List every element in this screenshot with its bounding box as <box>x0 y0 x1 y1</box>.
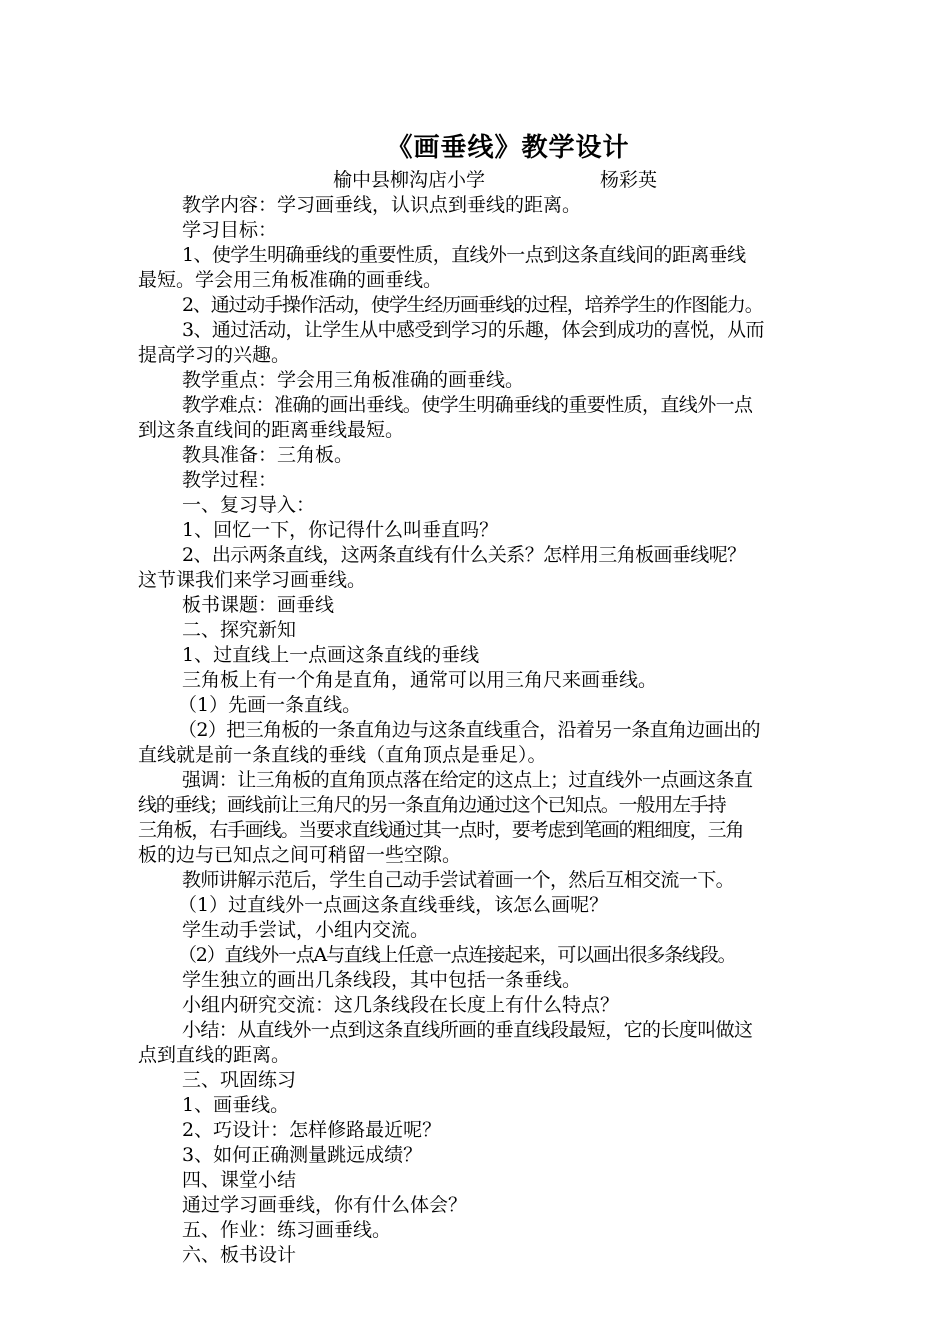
objective-3: 3、通过活动，让学生从中感受到学习的乐趣，体会到成功的喜悦，从而 <box>182 319 764 341</box>
explore-step-2-cont: 直线就是前一条直线的垂线（直角顶点是垂足）。 <box>138 744 547 766</box>
section-3-heading: 三、巩固练习 <box>182 1069 297 1091</box>
summary-text-cont: 点到直线的距离。 <box>138 1044 291 1066</box>
school-name: 榆中县柳沟店小学 <box>333 169 486 191</box>
explore-step-3: （1）过直线外一点画这条直线垂线，该怎么画呢？ <box>178 894 609 916</box>
objective-1-cont: 最短。学会用三角板准确的画垂线。 <box>138 269 443 291</box>
document-title: 《画垂线》教学设计 <box>386 133 630 163</box>
section-4-heading: 四、课堂小结 <box>182 1169 297 1191</box>
document-body <box>138 128 868 1268</box>
section-5-homework: 五、作业：练习画垂线。 <box>182 1219 392 1241</box>
review-item-1: 1、回忆一下，你记得什么叫垂直吗？ <box>182 519 499 541</box>
lesson-topic: 板书课题：画垂线 <box>182 594 335 616</box>
practice-item-3: 3、如何正确测量跳远成绩？ <box>182 1144 423 1166</box>
emphasis-text: 强调：让三角板的直角顶点落在给定的这点上；过直线外一点画这条直 <box>182 769 753 791</box>
demo-text: 教师讲解示范后，学生自己动手尝试着画一个，然后互相交流一下。 <box>182 869 735 891</box>
teaching-focus: 教学重点：学会用三角板准确的画垂线。 <box>182 369 525 391</box>
author-name: 杨彩英 <box>600 169 658 191</box>
group-discussion: 小组内研究交流：这几条线段在长度上有什么特点？ <box>182 994 620 1016</box>
section-2-heading: 二、探究新知 <box>182 619 297 641</box>
explore-step-1: （1）先画一条直线。 <box>178 694 362 716</box>
student-draw: 学生独立的画出几条线段，其中包括一条垂线。 <box>182 969 582 991</box>
emphasis-text-cont-1: 线的垂线；画线前让三角尺的另一条直角边通过这个已知点。一般用左手持 <box>138 794 726 816</box>
objective-2: 2、通过动手操作活动，使学生经历画垂线的过程，培养学生的作图能力。 <box>182 294 763 316</box>
objective-1: 1、使学生明确垂线的重要性质，直线外一点到这条直线间的距离垂线 <box>182 244 746 266</box>
teaching-aids: 教具准备：三角板。 <box>182 444 354 466</box>
practice-item-1: 1、画垂线。 <box>182 1094 290 1116</box>
student-try: 学生动手尝试，小组内交流。 <box>182 919 430 941</box>
explore-step-2: （2）把三角板的一条直角边与这条直线重合，沿着另一条直角边画出的 <box>178 719 760 741</box>
review-item-2: 2、出示两条直线，这两条直线有什么关系？怎样用三角板画垂线呢？ <box>182 544 746 566</box>
summary-text: 小结：从直线外一点到这条直线所画的垂直线段最短，它的长度叫做这 <box>182 1019 753 1041</box>
teaching-content: 教学内容：学习画垂线，认识点到垂线的距离。 <box>182 194 582 216</box>
emphasis-text-cont-2: 三角板，右手画线。当要求直线通过其一点时，要考虑到笔画的粗细度，三角 <box>138 819 744 841</box>
section-1-heading: 一、复习导入： <box>182 494 316 516</box>
explore-text-1: 三角板上有一个角是直角，通常可以用三角尺来画垂线。 <box>182 669 658 691</box>
objective-3-cont: 提高学习的兴趣。 <box>138 344 291 366</box>
explore-step-4: （2）直线外一点A与直线上任意一点连接起来，可以画出很多条线段。 <box>178 944 736 966</box>
teaching-difficulty-cont: 到这条直线间的距离垂线最短。 <box>138 419 405 441</box>
review-item-2-cont: 这节课我们来学习画垂线。 <box>138 569 367 591</box>
section-6-heading: 六、板书设计 <box>182 1244 297 1266</box>
teaching-difficulty: 教学难点：准确的画出垂线。使学生明确垂线的重要性质，直线外一点 <box>182 394 753 416</box>
byline <box>138 168 868 193</box>
emphasis-text-cont-3: 板的边与已知点之间可稍留一些空隙。 <box>138 844 462 866</box>
class-summary-text: 通过学习画垂线，你有什么体会？ <box>182 1194 468 1216</box>
learning-objectives-heading: 学习目标： <box>182 219 278 241</box>
practice-item-2: 2、巧设计：怎样修路最近呢？ <box>182 1119 442 1141</box>
explore-item-1: 1、过直线上一点画这条直线的垂线 <box>182 644 480 666</box>
teaching-process-heading: 教学过程： <box>182 469 278 491</box>
